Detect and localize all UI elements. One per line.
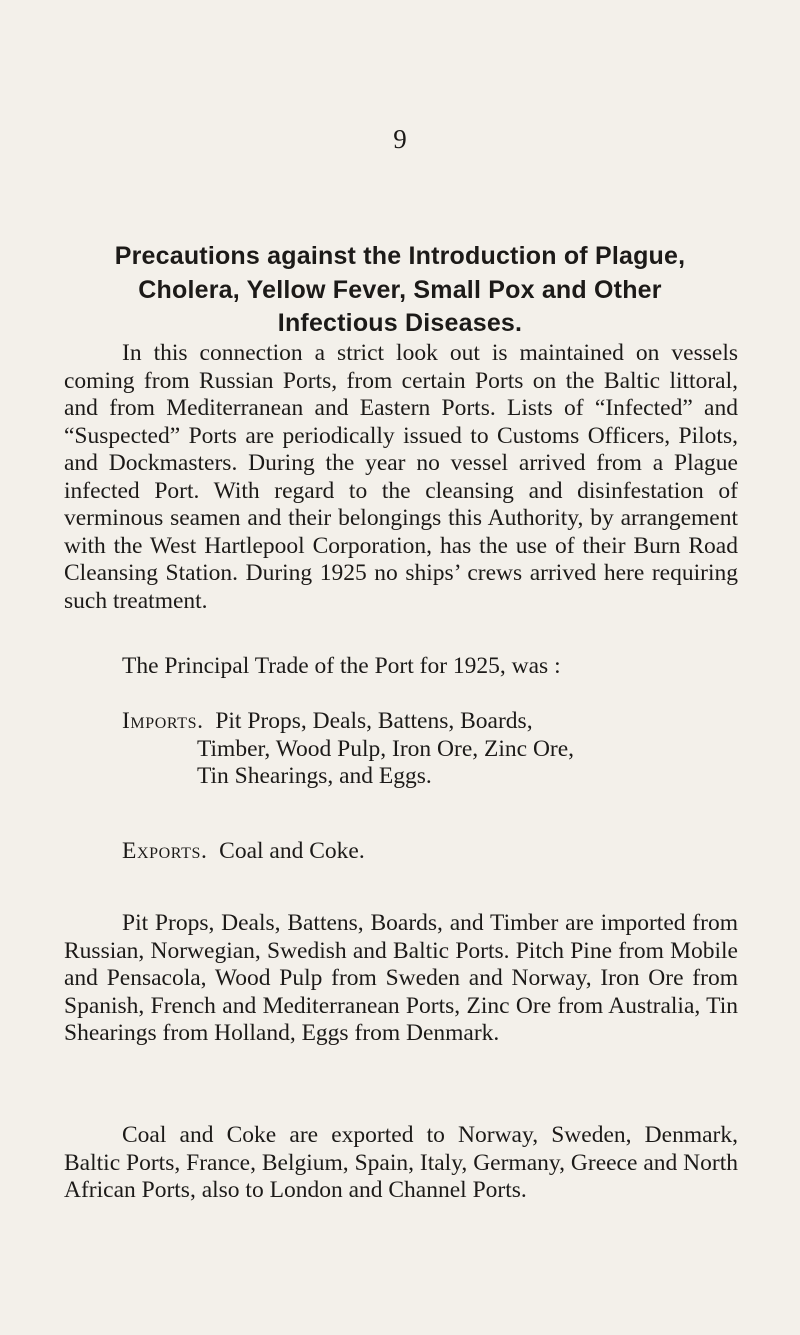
imports-label: Imports. xyxy=(122,708,204,734)
imports-line-3: Tin Shearings, and Eggs. xyxy=(197,763,432,789)
paragraph-imports-detail: Pit Props, Deals, Battens, Boards, and Timber are imported from Russian, Norwegian, Swedish and Baltic Ports. Pitch Pine from Mobile and Pensacola, Wood Pulp from Sweden and Norway, Iron Ore from Spanish, French and Mediterranean Ports, Zinc Ore from Australia, Tin Shearings from Holland, Eggs from Denmark. xyxy=(64,910,738,1046)
imports-line-1: Pit Props, Deals, Battens, Boards, xyxy=(215,708,533,734)
paragraph-exports-detail: Coal and Coke are exported to Norway, Sweden, Denmark, Baltic Ports, France, Belgium, Spain, Italy, Germany, Greece and North African Ports, also to London and Channel Ports. xyxy=(64,1122,738,1203)
page-number: 9 xyxy=(393,124,407,154)
section-heading xyxy=(60,240,740,341)
imports-line-2: Timber, Wood Pulp, Iron Ore, Zinc Ore, xyxy=(197,735,575,762)
exports-entry xyxy=(122,838,742,866)
imports-entry xyxy=(122,708,742,791)
trade-intro: The Principal Trade of the Port for 1925, was : xyxy=(122,653,561,679)
heading-line-2: Cholera, Yellow Fever, Small Pox and Other xyxy=(138,275,662,304)
exports-items: Coal and Coke. xyxy=(219,838,365,864)
heading-line-3: Infectious Diseases. xyxy=(277,309,523,337)
exports-label: Exports. xyxy=(122,838,208,864)
heading-line-1: Precautions against the Introduction of Plague, xyxy=(114,242,686,270)
paragraph-precautions: In this connection a strict look out is maintained on vessels coming from Russian Ports, from certain Ports on the Baltic littoral, and from Mediterranean and Eastern Ports. Lists of “Infected” and “Suspected” Ports are periodically issued to Customs Officers, Pilots, and Dockmasters. During the year no vessel arrived from a Plague infected Port. With regard to the cleansing and disinfestation of verminous seamen and their belongings this Authority, by arrangement with the West Hartlepool Corporation, has the use of their Burn Road Cleansing Station. During 1925 no ships’ crews arrived here requiring such treatment. xyxy=(64,340,738,614)
imports-first-line xyxy=(122,708,533,734)
